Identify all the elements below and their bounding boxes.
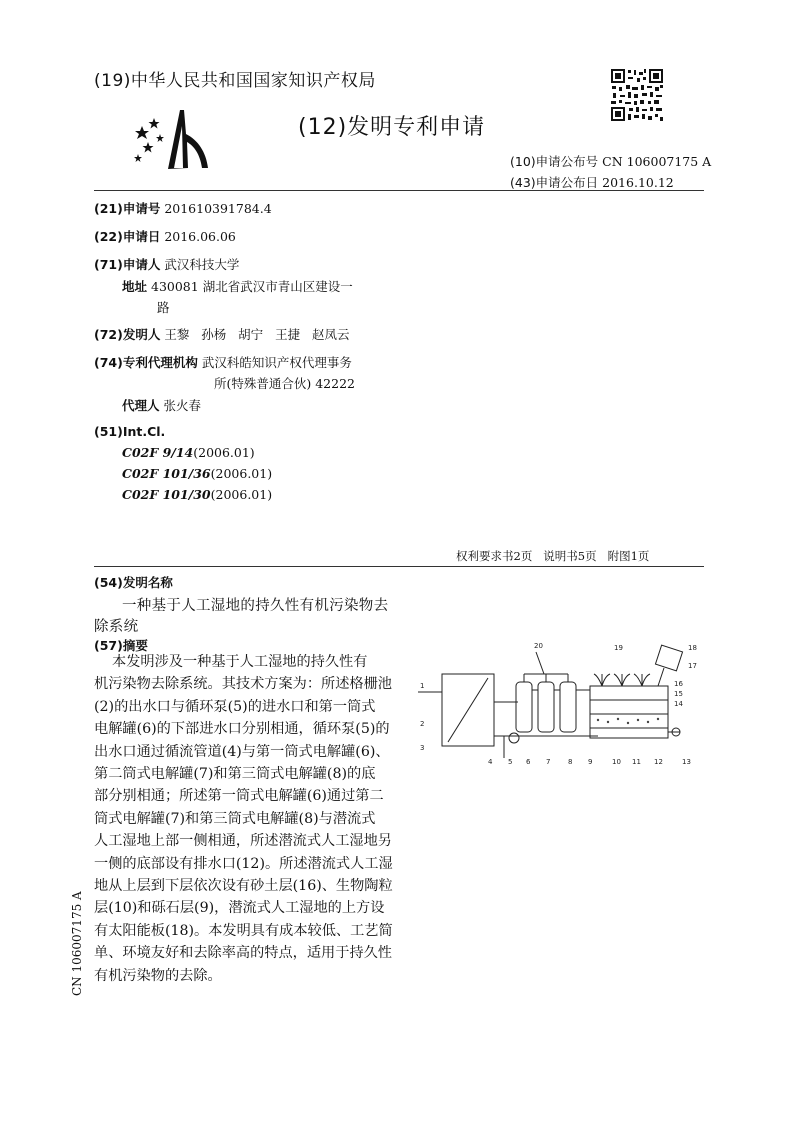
ipc-code: C02F 101/36: [122, 466, 211, 481]
ipc-year: (2006.01): [210, 466, 273, 481]
title-label: [94, 573, 173, 591]
figure-label: 10: [612, 758, 621, 766]
plant-shape: [594, 674, 610, 686]
int-cl-label-text: (51)Int.Cl.: [94, 424, 166, 439]
invention-title-line2: 除系统: [94, 619, 139, 635]
figure-label: 5: [508, 758, 513, 766]
agency-value-line1: 武汉科皓知识产权代理事务: [201, 355, 352, 370]
int-cl-label: [94, 424, 165, 439]
figure-label: 14: [674, 700, 683, 708]
qr-code-icon: [610, 68, 664, 122]
system-schematic-figure: [418, 640, 708, 770]
figure-label: 16: [674, 680, 683, 688]
solar-panel-shape: [655, 645, 682, 671]
ipc-classification-row: [122, 445, 255, 460]
electrolytic-tank-shape: [538, 682, 554, 732]
ceramsite-shape: [607, 721, 609, 723]
applicant-row: [94, 255, 239, 273]
solar-panel-stand-shape: [658, 668, 664, 686]
publication-date-row: [510, 173, 674, 191]
ipc-year: (2006.01): [193, 445, 255, 460]
patent-office-logo-icon: [128, 104, 218, 174]
publication-date-label: (43)申请公布日: [510, 175, 599, 190]
abstract-line: 地从上层到下层依次设有砂土层(16)、生物陶粒: [94, 878, 393, 895]
figure-label: 8: [568, 758, 573, 766]
address-row: [122, 277, 353, 295]
publication-number-row: [510, 152, 711, 170]
figure-label: 11: [632, 758, 641, 766]
address-value-line1: 430081 湖北省武汉市青山区建设一: [151, 279, 353, 294]
figure-label: 9: [588, 758, 593, 766]
abstract-line: 部分别相通；所述第一筒式电解罐(6)通过第二: [94, 788, 384, 805]
invention-title-line1: 一种基于人工湿地的持久性有机污染物去: [122, 598, 389, 614]
inventors-row: [94, 325, 350, 343]
header-divider: [94, 190, 704, 191]
abstract-line: 层(10)和砾石层(9)，潜流式人工湿地的上方设: [94, 900, 385, 917]
abstract-text: [94, 651, 394, 987]
publication-date-value: 2016.10.12: [602, 175, 674, 190]
ceramsite-shape: [647, 721, 649, 723]
ipc-classification-row: [122, 466, 272, 481]
agency-row: [94, 353, 352, 371]
publication-number-value: CN 106007175 A: [602, 154, 712, 169]
plant-shape: [634, 674, 650, 686]
application-number-row: [94, 199, 272, 217]
filing-date-row: [94, 227, 236, 245]
ceramsite-shape: [627, 722, 629, 724]
figure-label: 13: [682, 758, 691, 766]
abstract-line: 人工湿地上部一侧相通，所述潜流式人工湿地另: [94, 833, 392, 850]
figure-label: 17: [688, 662, 697, 670]
figure-label: 2: [420, 720, 425, 728]
applicant-label: (71)申请人: [94, 257, 161, 272]
abstract-line: 有机污染物的去除。: [94, 967, 222, 984]
abstract-line: 机污染物去除系统。其技术方案为：所述格栅池: [94, 676, 392, 693]
abstract-line: (2)的出水口与循环泵(5)的进水口和第一筒式: [94, 698, 376, 715]
ipc-classification-row: [122, 487, 272, 502]
agent-value: 张火春: [163, 398, 202, 413]
abstract-line: 本发明涉及一种基于人工湿地的持久性有: [94, 654, 368, 670]
electrolytic-tank-shape: [560, 682, 576, 732]
figure-label: 20: [534, 642, 543, 650]
publication-number-label: (10)申请公布号: [510, 154, 599, 169]
agency-label: (74)专利代理机构: [94, 355, 198, 370]
figure-label: 7: [546, 758, 551, 766]
ceramsite-shape: [617, 718, 619, 720]
pump-shape: [509, 733, 519, 743]
page-counts: 权利要求书2页 说明书5页 附图1页: [456, 549, 650, 563]
agent-row: [122, 396, 201, 414]
office-heading: (19)中华人民共和国国家知识产权局: [94, 71, 376, 91]
wiring-shape: [536, 652, 544, 674]
agency-value-line2: 所(特殊普通合伙) 42222: [214, 376, 355, 391]
ceramsite-shape: [597, 719, 599, 721]
figure-label: 4: [488, 758, 493, 766]
address-value-line2: 路: [157, 300, 170, 315]
application-number-value: 201610391784.4: [164, 201, 272, 216]
page-counts-divider: [94, 566, 704, 567]
figure-label: 3: [420, 744, 425, 752]
inventors-value: 王黎 孙杨 胡宁 王捷 赵凤云: [164, 327, 350, 342]
ceramsite-shape: [637, 719, 639, 721]
constructed-wetland-shape: [590, 686, 668, 738]
abstract-line: 有太阳能板(18)。本发明具有成本较低、工艺简: [94, 922, 393, 939]
ipc-year: (2006.01): [210, 487, 273, 502]
filing-date-label: (22)申请日: [94, 229, 161, 244]
application-number-label: (21)申请号: [94, 201, 161, 216]
filing-date-value: 2016.06.06: [164, 229, 236, 244]
figure-label: 19: [614, 644, 623, 652]
title-label-text: (54)发明名称: [94, 575, 173, 590]
figure-label: 1: [420, 682, 425, 690]
plant-shape: [614, 674, 630, 686]
figure-label: 12: [654, 758, 663, 766]
grid-screen-shape: [448, 678, 488, 742]
abstract-label-text: (57)摘要: [94, 638, 148, 653]
inventors-label: (72)发明人: [94, 327, 161, 342]
ceramsite-shape: [657, 718, 659, 720]
abstract-line: 一侧的底部设有排水口(12)。所述潜流式人工湿: [94, 855, 393, 872]
applicant-value: 武汉科技大学: [164, 257, 240, 272]
ipc-code: C02F 9/14: [122, 445, 194, 460]
figure-label: 15: [674, 690, 683, 698]
document-type-heading: (12)发明专利申请: [298, 115, 486, 140]
abstract-line: 单、环境友好和去除率高的特点，适用于持久性: [94, 945, 392, 962]
abstract-line: 第二筒式电解罐(7)和第三筒式电解罐(8)的底: [94, 766, 376, 783]
figure-label: 6: [526, 758, 531, 766]
ipc-code: C02F 101/30: [122, 487, 211, 502]
figure-label: 18: [688, 644, 697, 652]
abstract-line: 电解罐(6)的下部进水口分别相通，循环泵(5)的: [94, 721, 390, 738]
address-label: 地址: [122, 279, 148, 294]
agent-label: 代理人: [122, 398, 160, 413]
abstract-line: 筒式电解罐(7)和第三筒式电解罐(8)与潜流式: [94, 810, 376, 827]
side-publication-number: CN 106007175 A: [70, 891, 84, 996]
electrolytic-tank-shape: [516, 682, 532, 732]
abstract-line: 出水口通过循流管道(4)与第一筒式电解罐(6)、: [94, 743, 390, 760]
